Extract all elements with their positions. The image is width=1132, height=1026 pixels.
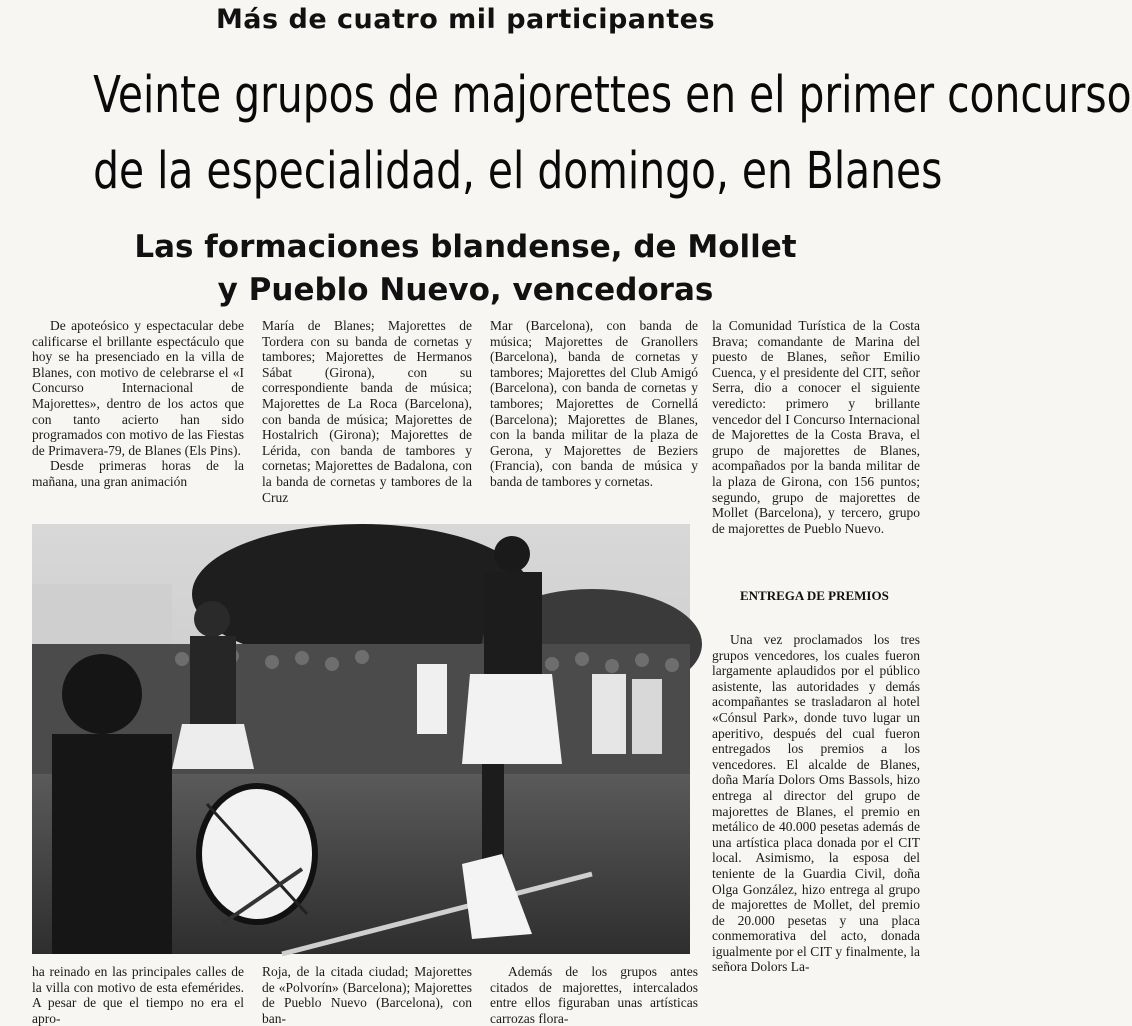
section-heading: ENTREGA DE PREMIOS [740, 588, 889, 603]
subhead-line-1: Las formaciones blandense, de Mollet [134, 229, 797, 265]
article-subhead [0, 226, 931, 312]
column-1-bottom [32, 964, 244, 1024]
paragraph: Además de los grupos antes citados de majorettes, intercalados entre ellos figuraban unas artísticas carrozas flora- [490, 964, 698, 1026]
paragraph: Una vez proclamados los tres grupos vencedores, los cuales fueron largamente aplaudidos por el público asistente, las autoridades y demás acompañantes se trasladaron al hotel «Cónsul Park», donde tuvo lugar un aperitivo, después del cual fueron entregados los premios a los vencedores. El alcalde de Blanes, doña María Dolors Oms Bassols, hizo entrega al director del grupo de majorettes de Blanes, el premio en metálico de 40.000 pesetas además de una artística placa donada por el CIT local. Asimismo, la esposa del teniente de la Guardia Civil, doña Olga González, hizo entrega al grupo de majorettes de Mollet, del premio de 20.000 pesetas y una placa conmemorativa del acto, donada igualmente por el CIT y finalmente, la señora Dolors La- [712, 632, 920, 975]
column-3-bottom [490, 964, 698, 1024]
parade-photo [32, 524, 690, 954]
column-3-top [490, 318, 698, 510]
article-kicker: Más de cuatro mil participantes [215, 4, 716, 35]
paragraph: Desde primeras horas de la mañana, una gran animación [32, 458, 244, 489]
paragraph: ha reinado en las principales calles de la villa con motivo de esta efemérides. A pesar de que el tiempo no era el apro- [32, 964, 244, 1026]
paragraph: María de Blanes; Majorettes de Tordera con su banda de cornetas y tambores; Majorettes de Hermanos Sábat (Girona), con su correspondiente banda de música; Majorettes de La Roca (Barcelona), con banda de música; Majorettes de Hostalrich (Girona); Majorettes de Lérida, con banda de tambores y cornetas; Majorettes de Badalona, con la banda de cornetas y tambores de la Cruz [262, 318, 472, 505]
subhead-line-2: y Pueblo Nuevo, vencedoras [217, 272, 714, 308]
column-2-top [262, 318, 472, 510]
column-2-bottom [262, 964, 472, 1024]
column-4-bottom [712, 632, 920, 1024]
headline-line-1: Veinte grupos de majorettes en el primer concurso [93, 66, 1132, 125]
paragraph: la Comunidad Turística de la Costa Brava; comandante de Marina del puesto de Blanes, señor Emilio Cuenca, y el presidente del CIT, señor Serra, dio a conocer el siguiente veredicto: primero y brillante vencedor del I Concurso Internacional de Majorettes de la Costa Brava, el grupo de majorettes de Blanes, acompañados por la banda militar de la plaza de Girona, con 156 puntos; segundo, grupo de majorettes de Mollet (Barcelona), y tercero, grupo de majorettes de Pueblo Nuevo. [712, 318, 920, 536]
column-1-top [32, 318, 244, 510]
headline-line-2: de la especialidad, el domingo, en Blanes [93, 142, 943, 201]
paragraph: Mar (Barcelona), con banda de música; Majorettes de Granollers (Barcelona), banda de cornetas y tambores; Majorettes del Club Amigó (Barcelona), con banda de cornetas y tambores; Majorettes de Cornellá (Barcelona); Majorettes de Blanes, con la banda militar de la plaza de Gerona, y Majorettes de Beziers (Francia), con banda de música y banda de tambores y cornetas. [490, 318, 698, 489]
column-4-top [712, 318, 920, 568]
paragraph: Roja, de la citada ciudad; Majorettes de «Polvorín» (Barcelona); Majorettes de Pueblo Nuevo (Barcelona), con ban- [262, 964, 472, 1026]
article-headline [93, 58, 1132, 210]
paragraph: De apoteósico y espectacular debe calificarse el brillante espectáculo que hoy se ha presenciado en la villa de Blanes, con motivo de celebrarse el «I Concurso Internacional de Majorettes», dentro de los actos que con tanto acierto han sido programados con motivo de las Fiestas de Primavera-79, de Blanes (Els Pins). [32, 318, 244, 458]
